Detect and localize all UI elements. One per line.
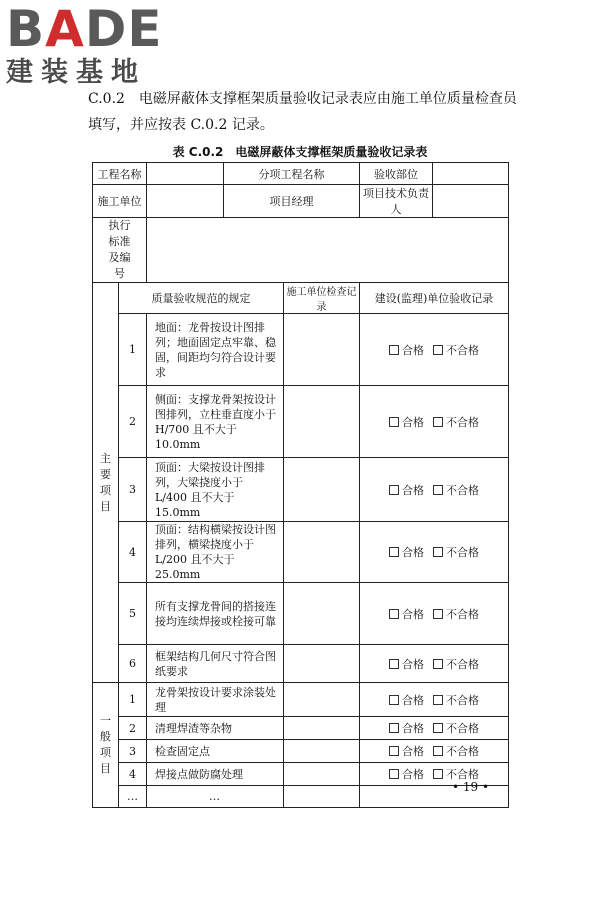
fail-label: 不合格: [446, 343, 479, 357]
fail-label: 不合格: [446, 745, 479, 758]
general-items-label: 一般项目: [93, 683, 119, 808]
header-row-1: [93, 163, 509, 185]
item-number: 4: [119, 763, 147, 786]
construction-unit-label: 施工单位: [93, 185, 147, 218]
fail-checkbox[interactable]: [433, 609, 443, 619]
project-name-value: [147, 163, 224, 185]
unit-record-cell: [284, 683, 360, 717]
main-item-row: [93, 645, 509, 683]
pass-checkbox[interactable]: [389, 547, 399, 557]
item-number: 1: [119, 683, 147, 717]
fail-label: 不合格: [446, 693, 479, 707]
acceptance-part-label: 验收部位: [360, 163, 433, 185]
general-item-row: [93, 740, 509, 763]
general-item-row: [93, 763, 509, 786]
standard-value: [147, 218, 509, 283]
unit-record-cell: [284, 386, 360, 458]
ellipsis-text: …: [147, 786, 284, 808]
result-checkboxes: [360, 683, 509, 717]
unit-record-cell: [284, 763, 360, 786]
standard-label: 执行标准及编号: [93, 218, 147, 283]
pass-label: 合格: [402, 722, 424, 735]
pass-checkbox[interactable]: [389, 417, 399, 427]
fail-label: 不合格: [446, 722, 479, 735]
main-item-row: [93, 386, 509, 458]
pass-label: 合格: [402, 693, 424, 707]
intro-paragraph: C.0.2 电磁屏蔽体支撑框架质量验收记录表应由施工单位质量检查员填写，并应按表 C.0.2 记录。: [88, 91, 517, 133]
pass-label: 合格: [402, 657, 424, 671]
result-checkboxes: [360, 522, 509, 583]
column-header-row: [93, 283, 509, 314]
pass-checkbox[interactable]: [389, 723, 399, 733]
item-number: 5: [119, 583, 147, 645]
result-checkboxes: [360, 717, 509, 740]
spec-column-header: 质量验收规范的规定: [119, 283, 284, 314]
item-number: 4: [119, 522, 147, 583]
unit-record-cell: [284, 522, 360, 583]
sub-project-name-label: 分项工程名称: [224, 163, 360, 185]
pass-checkbox[interactable]: [389, 659, 399, 669]
general-item-row: [93, 717, 509, 740]
pass-checkbox[interactable]: [389, 345, 399, 355]
item-number: 3: [119, 458, 147, 522]
brand-logo: [6, 0, 196, 88]
item-text: 龙骨架按设计要求涂装处理: [147, 683, 284, 717]
item-number: 2: [119, 717, 147, 740]
item-number: 3: [119, 740, 147, 763]
pass-label: 合格: [402, 745, 424, 758]
main-items-label: 主要项目: [93, 283, 119, 683]
pass-label: 合格: [402, 768, 424, 781]
ellipsis-number: …: [119, 786, 147, 808]
fail-label: 不合格: [446, 657, 479, 671]
fail-label: 不合格: [446, 483, 479, 497]
fail-checkbox[interactable]: [433, 547, 443, 557]
unit-record-cell: [284, 786, 360, 808]
fail-checkbox[interactable]: [433, 695, 443, 705]
fail-checkbox[interactable]: [433, 417, 443, 427]
table-caption: 表 C.0.2 电磁屏蔽体支撑框架质量验收记录表: [172, 145, 428, 159]
main-item-row: [93, 522, 509, 583]
pass-checkbox[interactable]: [389, 609, 399, 619]
pass-checkbox[interactable]: [389, 695, 399, 705]
fail-label: 不合格: [446, 415, 479, 429]
acceptance-part-value: [433, 163, 509, 185]
fail-label: 不合格: [446, 546, 479, 559]
tech-leader-value: [433, 185, 509, 218]
item-text: 框架结构几何尺寸符合图纸要求: [147, 645, 284, 683]
result-checkboxes: [360, 645, 509, 683]
main-item-row: [93, 583, 509, 645]
header-row-3: [93, 218, 509, 283]
fail-label: 不合格: [446, 607, 479, 621]
pass-label: 合格: [402, 415, 424, 429]
main-item-row: [93, 458, 509, 522]
item-number: 2: [119, 386, 147, 458]
item-text: 清理焊渣等杂物: [147, 717, 284, 740]
supervision-record-column-header: 建设(监理)单位验收记录: [360, 283, 509, 314]
tech-leader-label: 项目技术负责人: [360, 185, 433, 218]
header-row-2: [93, 185, 509, 218]
pass-checkbox[interactable]: [389, 746, 399, 756]
acceptance-record-table: [92, 162, 509, 808]
pass-checkbox[interactable]: [389, 485, 399, 495]
item-text: 顶面：大梁按设计图排列，大梁挠度小于 L/400 且不大于 15.0mm: [147, 458, 284, 522]
item-text: 侧面：支撑龙骨架按设计图排列，立柱垂直度小于 H/700 且不大于 10.0mm: [147, 386, 284, 458]
fail-checkbox[interactable]: [433, 659, 443, 669]
general-ellipsis-row: [93, 786, 509, 808]
result-checkboxes: [360, 386, 509, 458]
pass-label: 合格: [402, 607, 424, 621]
item-text: 地面：龙骨按设计图排列；地面固定点牢靠、稳固，间距均匀符合设计要求: [147, 314, 284, 386]
item-number: 6: [119, 645, 147, 683]
result-checkboxes: [360, 583, 509, 645]
item-text: 检查固定点: [147, 740, 284, 763]
unit-record-cell: [284, 314, 360, 386]
logo-wordmark: BADE: [6, 0, 163, 58]
unit-record-cell: [284, 458, 360, 522]
page-number: • 19 •: [452, 780, 490, 794]
pass-label: 合格: [402, 546, 424, 559]
unit-record-cell: [284, 740, 360, 763]
fail-checkbox[interactable]: [433, 485, 443, 495]
logo-subtitle: 建装基地: [6, 57, 146, 88]
fail-label: 不合格: [446, 768, 479, 781]
pass-label: 合格: [402, 483, 424, 497]
item-number: 1: [119, 314, 147, 386]
fail-checkbox[interactable]: [433, 345, 443, 355]
unit-record-column-header: 施工单位检查记录: [284, 283, 360, 314]
pass-checkbox[interactable]: [389, 769, 399, 779]
fail-checkbox[interactable]: [433, 723, 443, 733]
item-text: 焊接点做防腐处理: [147, 763, 284, 786]
unit-record-cell: [284, 645, 360, 683]
unit-record-cell: [284, 717, 360, 740]
unit-record-cell: [284, 583, 360, 645]
general-item-row: [93, 683, 509, 717]
project-manager-label: 项目经理: [224, 185, 360, 218]
pass-label: 合格: [402, 343, 424, 357]
item-text: 所有支撑龙骨间的搭接连接均连续焊接或栓接可靠: [147, 583, 284, 645]
main-item-row: [93, 314, 509, 386]
result-checkboxes: [360, 458, 509, 522]
result-checkboxes: [360, 314, 509, 386]
construction-unit-value: [147, 185, 224, 218]
fail-checkbox[interactable]: [433, 769, 443, 779]
fail-checkbox[interactable]: [433, 746, 443, 756]
project-name-label: 工程名称: [93, 163, 147, 185]
item-text: 顶面：结构横梁按设计图排列，横梁挠度小于 L/200 且不大于 25.0mm: [147, 522, 284, 583]
result-checkboxes: [360, 740, 509, 763]
